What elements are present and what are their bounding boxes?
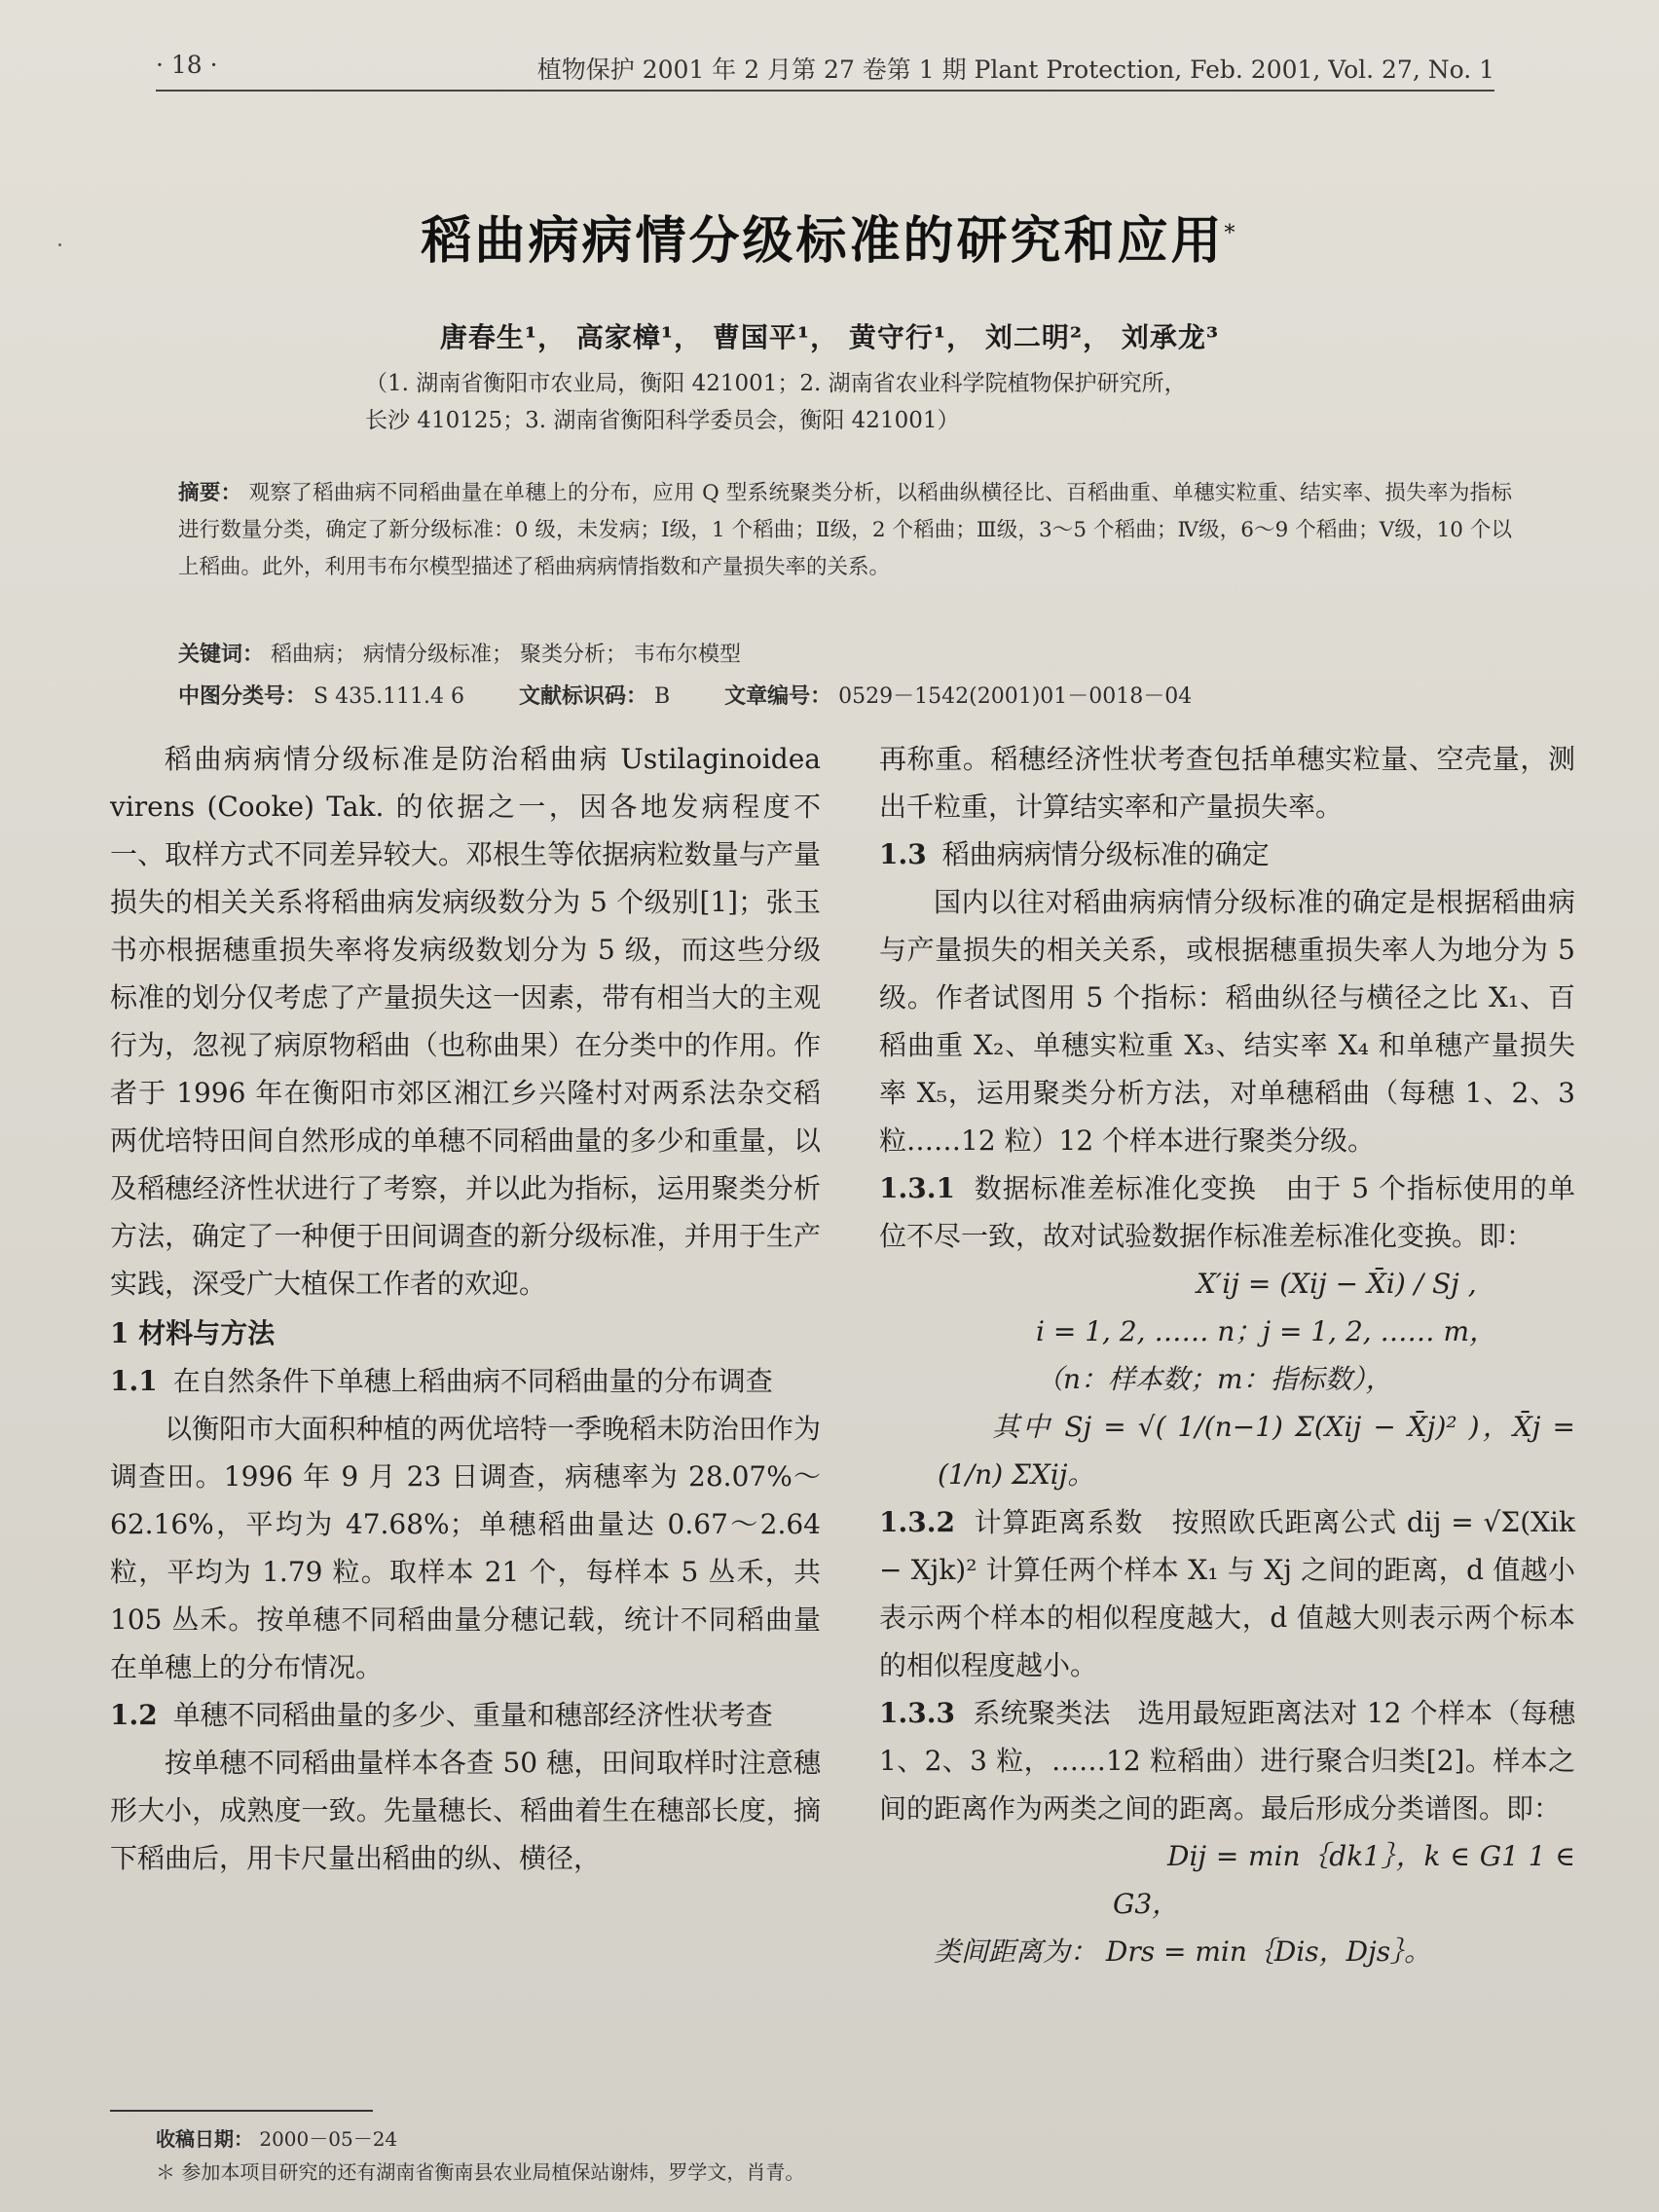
footnote-rule: [110, 2110, 373, 2112]
page-number: · 18 ·: [156, 51, 218, 79]
keywords-text: 稻曲病； 病情分级标准； 聚类分析； 韦布尔模型: [271, 643, 741, 667]
section-title: 单穗不同稻曲量的多少、重量和穗部经济性状考查: [172, 1699, 773, 1731]
affiliations: [365, 365, 1339, 439]
received-label: 收稿日期：: [156, 2127, 253, 2151]
paragraph-1-2: 按单穗不同稻曲量样本各查 50 穗，田间取样时注意穗形大小，成熟度一致。先量穗长、稻曲着生在穗部长度，摘下稻曲后，用卡尺量出稻曲的纵、横径，: [110, 1747, 821, 1874]
abstract-label: 摘要：: [178, 481, 242, 505]
section-number: 1.3.1: [879, 1172, 955, 1204]
title-footnote-mark: *: [1224, 221, 1238, 246]
section-number: 1.1: [110, 1365, 158, 1397]
formula-index-note: （n：样本数；m：指标数），: [1036, 1363, 1393, 1395]
contributor-note: ＊ 参加本项目研究的还有湖南省衡南县农业局植保站谢炜，罗学文，肖青。: [156, 2160, 805, 2184]
received-value: 2000－05－24: [259, 2127, 398, 2151]
paragraph-1-1: 以衡阳市大面积种植的两优培特一季晚稻未防治田作为调查田。1996 年 9 月 23 日调查，病穗率为 28.07%～62.16%，平均为 47.68%；单穗稻曲量达 0.67～2.64 粒，平均为 1.79 粒。取样本 21 个，每样本 5 丛禾，共 105 丛禾。按单穗不同稻曲量分穗记载，统计不同稻曲量在单穗上的分布情况。: [110, 1413, 821, 1683]
section-1-3-3: [879, 1689, 1575, 1832]
intro-paragraph: 稻曲病病情分级标准是防治稻曲病 Ustilaginoidea virens (Cooke) Tak. 的依据之一，因各地发病程度不一、取样方式不同差异较大。邓根生等依据病粒数量与产量损失的相关关系将稻曲病发病级数分为 5 个级别[1]；张玉书亦根据穗重损失率将发病级数划分为 5 级，而这些分级标准的划分仅考虑了产量损失这一因素，带有相当大的主观行为，忽视了病原物稻曲（也称曲果）在分类中的作用。作者于 1996 年在衡阳市郊区湘江乡兴隆村对两系法杂交稻两优培特田间自然形成的单穗不同稻曲量的多少和重量，以及稻穗经济性状进行了考察，并以此为指标，运用聚类分析方法，确定了一种便于田间调查的新分级标准，并用于生产实践，深受广大植保工作者的欢迎。: [110, 743, 821, 1300]
section-title: 数据标准差标准化变换: [974, 1172, 1257, 1204]
section-text: 由于 5 个指标使用的单位不尽一致，故对试验数据作标准差标准化变换。即：: [879, 1172, 1575, 1252]
formula-min-distance: Dij = min｛dk1｝，k ∈ G1 1 ∈ G3，: [1113, 1840, 1575, 1920]
section-number: 1.2: [110, 1699, 158, 1731]
formula-standardization: X′ij = (Xij − X̄i) / Sj ,: [1197, 1268, 1477, 1300]
section-number: 1.3.3: [879, 1697, 955, 1729]
formula-class-distance: 类间距离为： Drs = min｛Dis，Djs｝。: [934, 1936, 1432, 1968]
doc-code-value: B: [654, 684, 671, 709]
running-header: [156, 51, 1494, 92]
section-heading-1: 1 材料与方法: [110, 1317, 276, 1349]
paragraph-1-3: 国内以往对稻曲病病情分级标准的确定是根据稻曲病与产量损失的相关关系，或根据穗重损失率人为地分为 5 级。作者试图用 5 个指标：稻曲纵径与横径之比 X₁、百稻曲重 X₂、单穗实粒重 X₃、结实率 X₄ 和单穗产量损失率 X₅，运用聚类分析方法，对单穗稻曲（每穗 1、2、3 粒……12 粒）12 个样本进行聚类分级。: [879, 886, 1575, 1157]
section-heading-1-1: [110, 1357, 821, 1405]
left-column: [110, 735, 821, 1882]
section-title: 计算距离系数: [974, 1506, 1144, 1538]
article-title: 稻曲病病情分级标准的研究和应用: [421, 211, 1225, 271]
article-no-value: 0529－1542(2001)01－0018－04: [838, 684, 1193, 709]
author-list: 唐春生¹， 高家樟¹， 曹国平¹， 黄守行¹， 刘二明²， 刘承龙³: [439, 321, 1220, 353]
formula-index-range: i = 1, 2, …… n；j = 1, 2, …… m，: [1036, 1315, 1497, 1347]
section-1-3-1: [879, 1164, 1575, 1260]
section-heading-1-2: [110, 1691, 821, 1739]
continued-paragraph: 再称重。稻穗经济性状考查包括单穗实粒量、空壳量，测出千粒重，计算结实率和产量损失率。: [879, 743, 1575, 823]
section-text: 按照欧氏距离公式 dij = √Σ(Xik − Xjk)² 计算任两个样本 X₁ 与 Xj 之间的距离，d 值越小表示两个样本的相似程度越大，d 值越大则表示两个标本的相似程度越小。: [879, 1506, 1575, 1681]
article-no-label: 文章编号：: [724, 683, 832, 709]
section-number: 1.3: [879, 838, 927, 870]
affiliation-line-1: （1. 湖南省衡阳市农业局，衡阳 421001；2. 湖南省农业科学院植物保护研究所，: [365, 371, 1187, 396]
article-title-block: [0, 200, 1659, 273]
formula-std-dev: 其中 Sj = √( 1/(n−1) Σ(Xij − X̄j)² )，X̄j = (1/n) ΣXij。: [938, 1411, 1575, 1491]
section-title: 在自然条件下单穗上稻曲病不同稻曲量的分布调查: [172, 1365, 773, 1397]
abstract: [178, 475, 1512, 586]
right-column: [879, 735, 1575, 1975]
section-title: 系统聚类法: [973, 1697, 1111, 1729]
section-number: 1.3.2: [879, 1506, 955, 1538]
section-1-3-2: [879, 1498, 1575, 1689]
keywords: [178, 638, 1512, 668]
journal-info: 植物保护 2001 年 2 月第 27 卷第 1 期 Plant Protection, Feb. 2001, Vol. 27, No. 1: [536, 55, 1494, 84]
footnotes: [156, 2122, 1324, 2189]
clc-value: S 435.111.4 6: [313, 684, 465, 709]
keywords-label: 关键词：: [178, 642, 265, 667]
affiliation-line-2: 长沙 410125；3. 湖南省衡阳科学委员会，衡阳 421001）: [365, 408, 960, 433]
classification-line: [178, 680, 1512, 710]
section-title: 稻曲病病情分级标准的确定: [941, 838, 1270, 870]
clc-label: 中图分类号：: [178, 683, 308, 709]
abstract-text: 观察了稻曲病不同稻曲量在单穗上的分布，应用 Q 型系统聚类分析，以稻曲纵横径比、百稻曲重、单穗实粒重、结实率、损失率为指标进行数量分类，确定了新分级标准：0 级，未发病；Ⅰ级，1 个稻曲；Ⅱ级，2 个稻曲；Ⅲ级，3～5 个稻曲；Ⅳ级，6～9 个稻曲；Ⅴ级，10 个以上稻曲。此外，利用韦布尔模型描述了稻曲病病情指数和产量损失率的关系。: [178, 481, 1512, 579]
doc-code-label: 文献标识码：: [519, 683, 648, 709]
section-text: 选用最短距离法对 12 个样本（每穗 1、2、3 粒，……12 粒稻曲）进行聚合归类[2]。样本之间的距离作为两类之间的距离。最后形成分类谱图。即：: [879, 1697, 1575, 1825]
section-heading-1-3: [879, 830, 1575, 878]
received-date: [156, 2122, 1324, 2156]
